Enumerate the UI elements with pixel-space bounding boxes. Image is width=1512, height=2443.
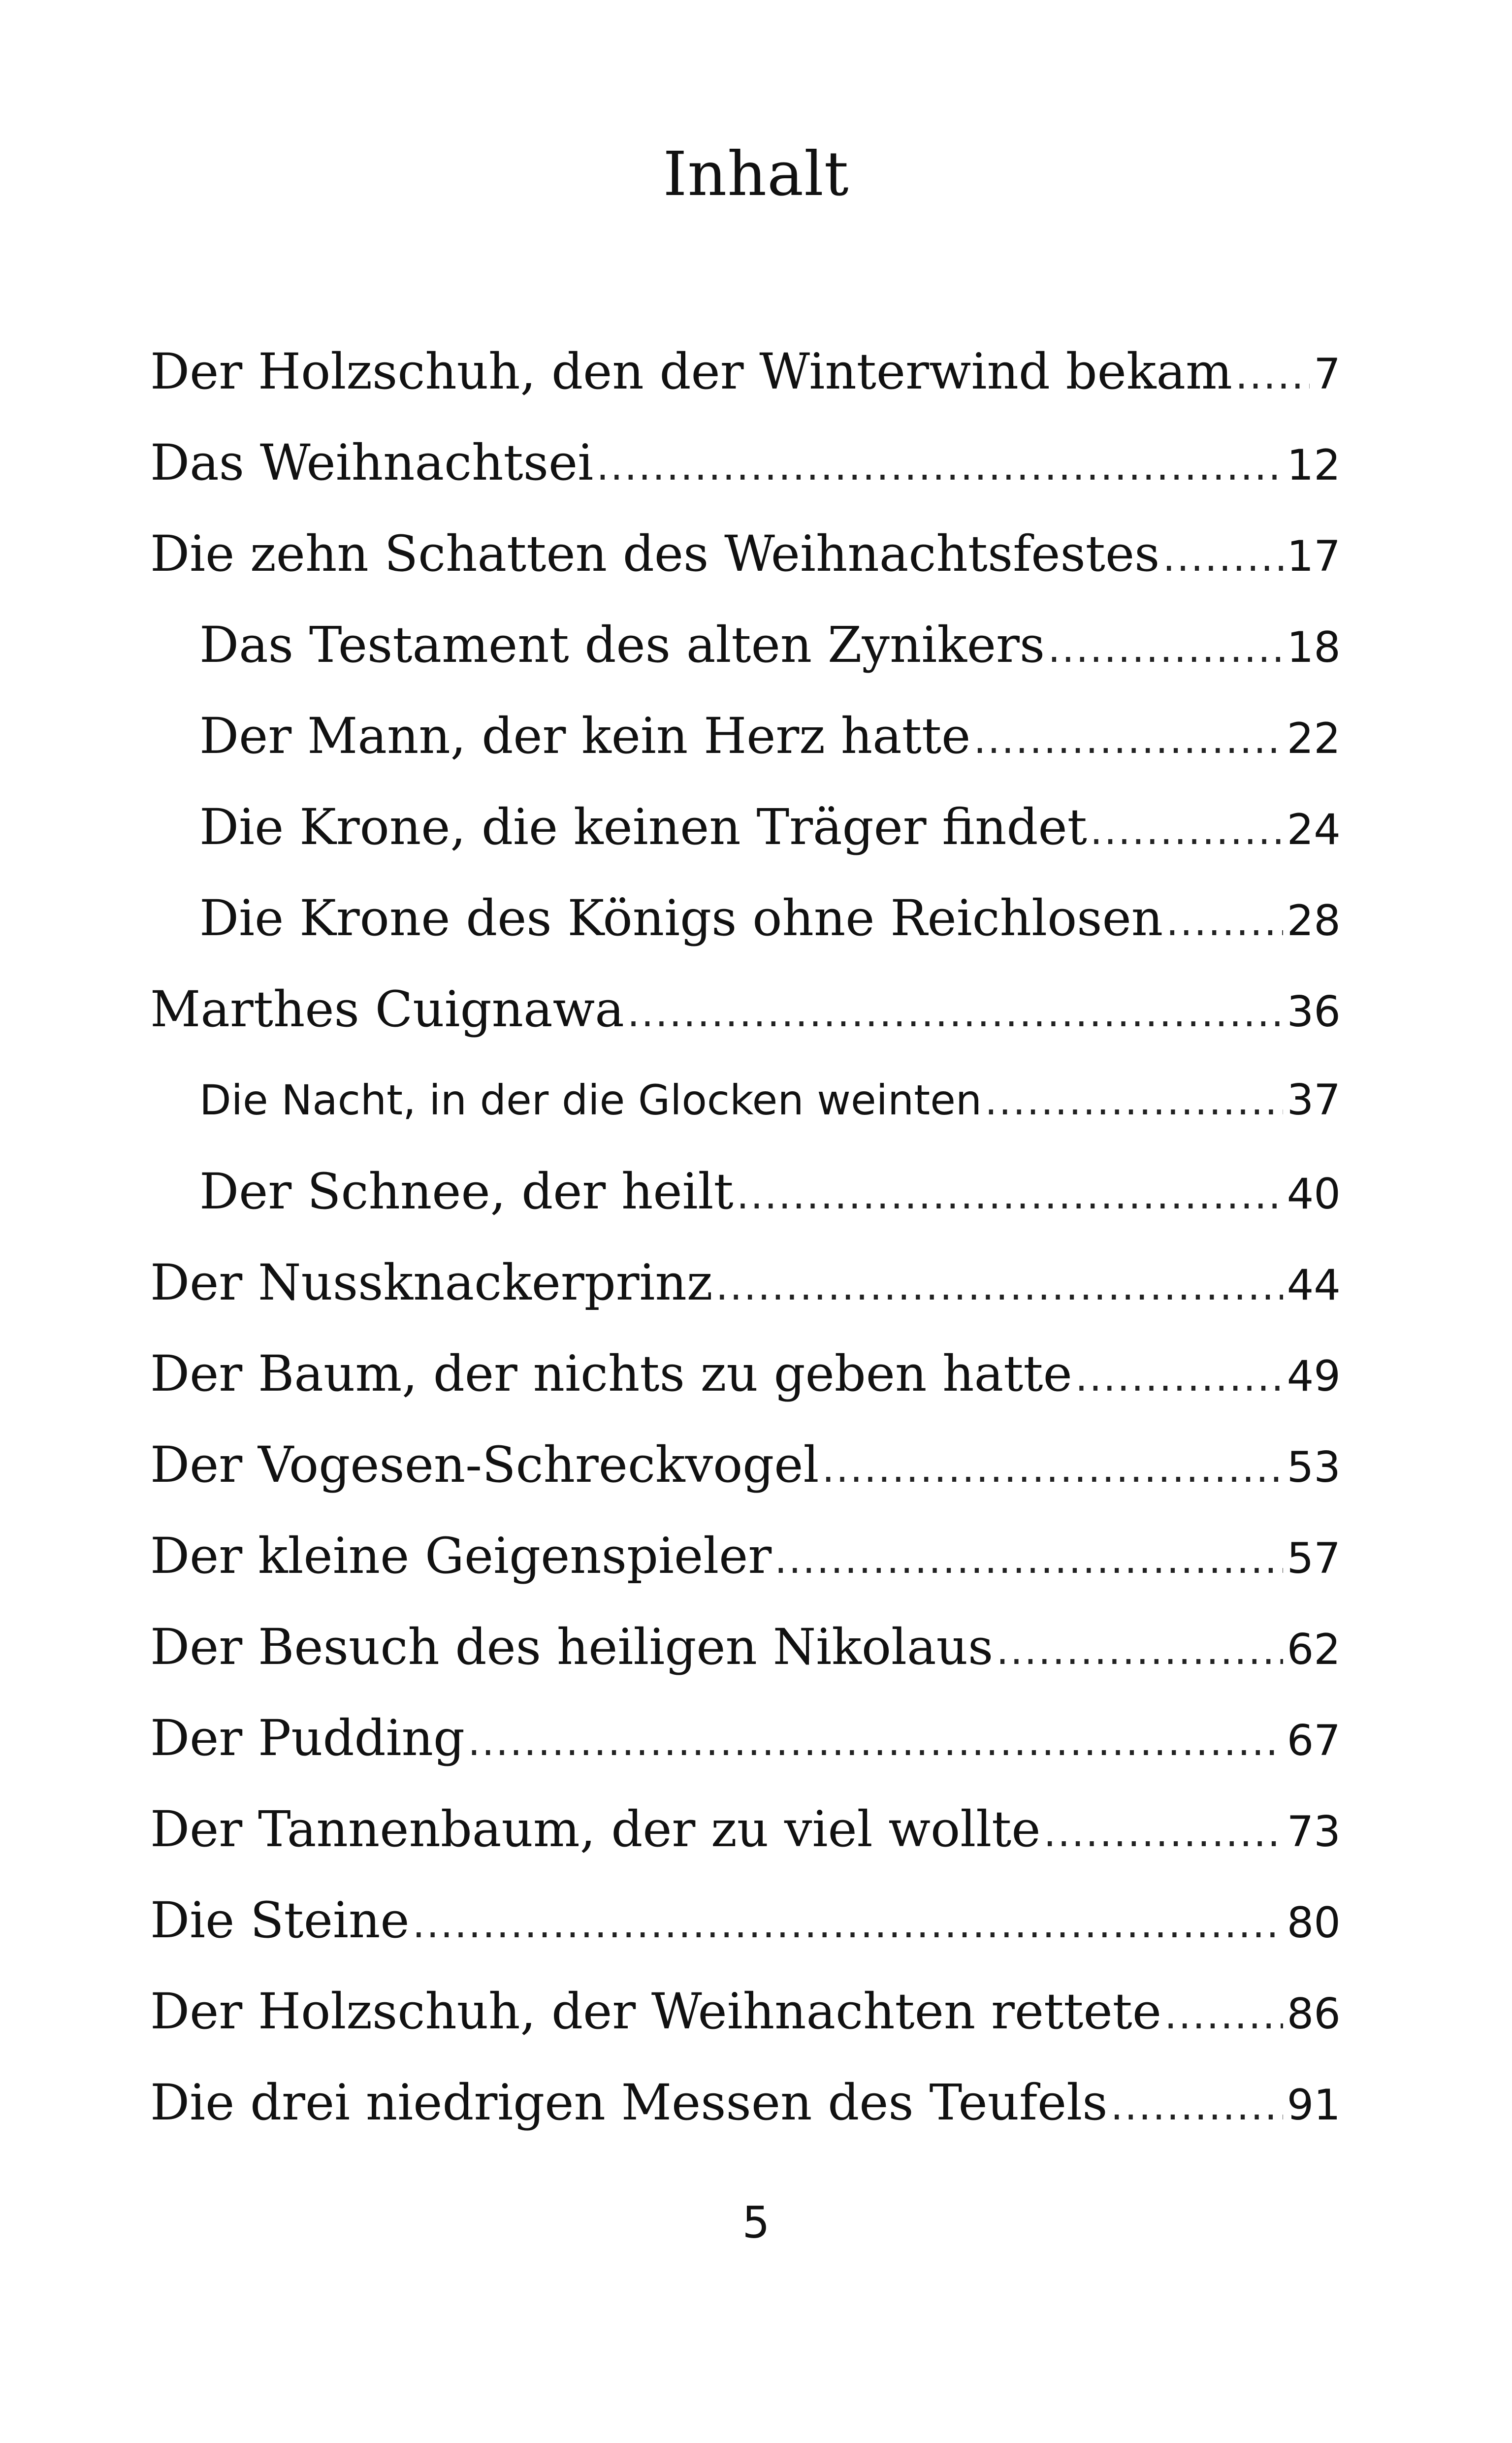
toc-entry-title: Der Pudding bbox=[150, 1709, 465, 1767]
toc-entry-title: Das Weihnachtsei bbox=[150, 434, 594, 491]
toc-entry-page: 22 bbox=[1287, 714, 1341, 763]
toc-entry-title: Die drei niedrigen Messen des Teufels bbox=[150, 2074, 1108, 2131]
toc-entry-page: 17 bbox=[1287, 532, 1341, 581]
dot-leader bbox=[822, 1423, 1283, 1514]
toc-subentry bbox=[150, 690, 1341, 782]
toc-entry bbox=[150, 1510, 1341, 1601]
page-title: Inhalt bbox=[663, 139, 849, 210]
toc-subentry bbox=[150, 1146, 1341, 1237]
toc-entry-page: 62 bbox=[1287, 1625, 1341, 1674]
toc-entry-page: 86 bbox=[1287, 1989, 1341, 2039]
toc-entry bbox=[150, 1875, 1341, 1966]
toc-entry bbox=[150, 2057, 1341, 2148]
toc-entry-title: Der Holzschuh, der Weihnachten rettete bbox=[150, 1983, 1162, 2040]
toc-entry-page: 40 bbox=[1287, 1170, 1341, 1219]
dot-leader bbox=[1075, 1332, 1283, 1423]
toc-entry bbox=[150, 1237, 1341, 1328]
toc-entry bbox=[150, 1966, 1341, 2057]
toc-entry-page: 53 bbox=[1287, 1443, 1341, 1492]
toc-entry-title: Die Nacht, in der die Glocken weinten bbox=[199, 1076, 982, 1124]
dot-leader bbox=[985, 1055, 1283, 1146]
dot-leader bbox=[1044, 1787, 1283, 1878]
toc-entry-page: 28 bbox=[1287, 896, 1341, 945]
dot-leader bbox=[737, 1149, 1283, 1240]
dot-leader bbox=[1090, 785, 1283, 876]
dot-leader bbox=[1163, 512, 1283, 603]
toc-entry-title: Die Krone des Königs ohne Reichlosen bbox=[199, 889, 1163, 947]
toc-entry-title: Das Testament des alten Zynikers bbox=[199, 616, 1045, 674]
toc-entry-page: 80 bbox=[1287, 1898, 1341, 1948]
toc-entry-title: Der Vogesen-Schreckvogel bbox=[150, 1436, 819, 1494]
toc-entry bbox=[150, 1693, 1341, 1784]
dot-leader bbox=[716, 1240, 1283, 1332]
dot-leader bbox=[627, 967, 1283, 1058]
toc-entry-title: Die zehn Schatten des Weihnachtsfestes bbox=[150, 525, 1160, 583]
toc-entry-title: Der Baum, der nichts zu geben hatte bbox=[150, 1345, 1072, 1402]
toc-entry-title: Die Krone, die keinen Träger findet bbox=[199, 798, 1087, 856]
dot-leader bbox=[1235, 329, 1310, 421]
toc-entry-title: Marthes Cuignawa bbox=[150, 980, 624, 1038]
toc-entry-page: 18 bbox=[1287, 623, 1341, 672]
toc-entry-page: 36 bbox=[1287, 987, 1341, 1037]
page-number: 5 bbox=[742, 2197, 770, 2248]
toc-entry-page: 7 bbox=[1314, 350, 1341, 399]
dot-leader bbox=[1048, 603, 1283, 694]
toc-entry bbox=[150, 1419, 1341, 1510]
toc-entry bbox=[150, 964, 1341, 1055]
toc-entry-title: Der Nussknackerprinz bbox=[150, 1254, 713, 1311]
toc-subentry bbox=[150, 782, 1341, 873]
toc-entry-page: 44 bbox=[1287, 1261, 1341, 1310]
toc-entry-page: 24 bbox=[1287, 805, 1341, 854]
toc-entry-title: Die Steine bbox=[150, 1891, 410, 1949]
toc-entry-page: 37 bbox=[1287, 1075, 1341, 1125]
toc-entry-page: 49 bbox=[1287, 1352, 1341, 1401]
toc-entry-page: 73 bbox=[1287, 1807, 1341, 1857]
toc-entry bbox=[150, 1601, 1341, 1693]
toc-entry bbox=[150, 417, 1341, 508]
toc-entry-title: Der Besuch des heiligen Nikolaus bbox=[150, 1618, 994, 1676]
dot-leader bbox=[596, 421, 1283, 512]
toc-entry-page: 67 bbox=[1287, 1716, 1341, 1765]
toc-subentry bbox=[150, 873, 1341, 964]
toc-entry-title: Der kleine Geigenspieler bbox=[150, 1527, 772, 1585]
dot-leader bbox=[413, 1878, 1283, 1969]
toc-entry-title: Der Schnee, der heilt bbox=[199, 1163, 734, 1220]
toc-entry-title: Der Mann, der kein Herz hatte bbox=[199, 707, 971, 765]
toc-entry bbox=[150, 508, 1341, 599]
toc-subentry bbox=[150, 599, 1341, 690]
dot-leader bbox=[774, 1514, 1283, 1605]
toc-entry-page: 57 bbox=[1287, 1534, 1341, 1583]
dot-leader bbox=[1111, 2060, 1283, 2151]
dot-leader bbox=[1166, 876, 1283, 967]
table-of-contents bbox=[150, 326, 1341, 2148]
dot-leader bbox=[996, 1605, 1283, 1696]
toc-entry-title: Der Tannenbaum, der zu viel wollte bbox=[150, 1800, 1041, 1858]
dot-leader bbox=[468, 1696, 1283, 1787]
toc-entry-page: 12 bbox=[1287, 441, 1341, 490]
toc-entry bbox=[150, 1328, 1341, 1419]
toc-entry-page: 91 bbox=[1287, 2081, 1341, 2130]
dot-leader bbox=[973, 694, 1283, 785]
dot-leader bbox=[1164, 1969, 1283, 2060]
toc-entry-title: Der Holzschuh, den der Winterwind bekam bbox=[150, 343, 1232, 400]
toc-entry bbox=[150, 1784, 1341, 1875]
toc-subentry bbox=[150, 1055, 1341, 1146]
toc-entry bbox=[150, 326, 1341, 417]
